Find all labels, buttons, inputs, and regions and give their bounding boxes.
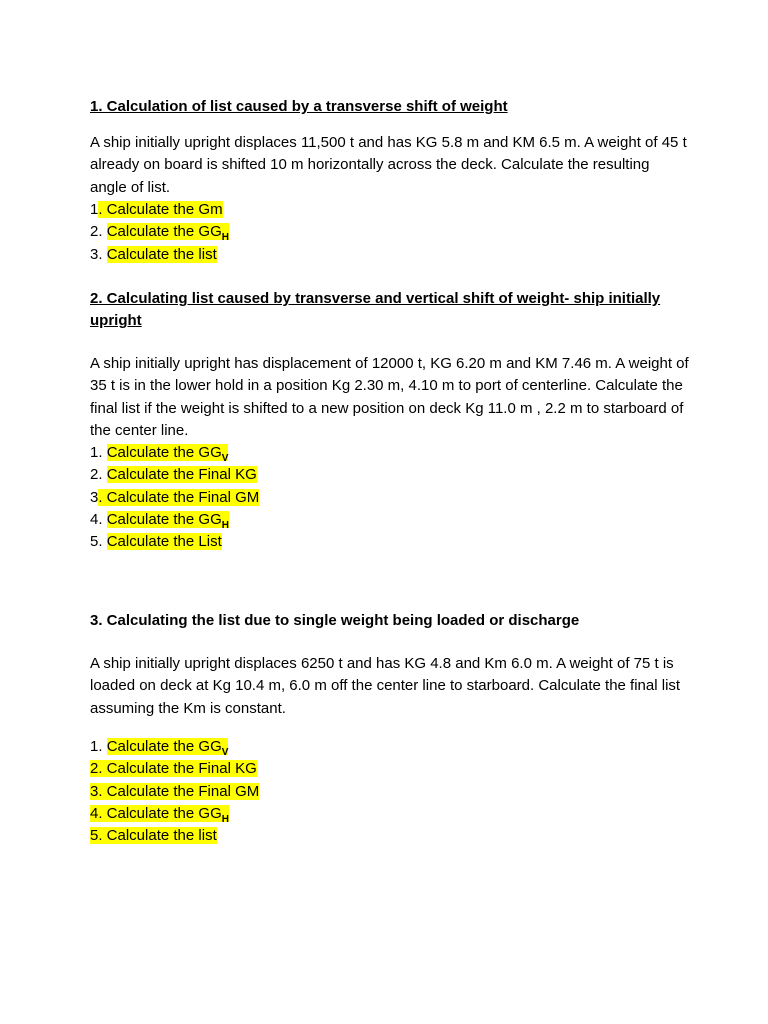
section-1-steps — [90, 199, 229, 266]
step-number: 3. — [90, 245, 107, 263]
section-3-heading: 3. Calculating the list due to single weight being loaded or discharge — [90, 612, 580, 629]
step-number: 2. — [90, 223, 107, 241]
section-1-heading: 1. Calculation of list caused by a transverse shift of weight — [90, 98, 508, 115]
step-text: Calculate the $GG_V$ — [106, 444, 229, 464]
step-number: 1. — [90, 444, 107, 461]
step-number: 5. — [90, 533, 107, 551]
step-item — [90, 199, 229, 221]
step-number: 1. — [90, 738, 107, 755]
step-number: 1 — [90, 201, 99, 218]
step-number: 3 — [90, 488, 99, 506]
step-item — [90, 825, 259, 847]
step-item — [90, 531, 259, 553]
step-text: Calculate the List — [106, 533, 222, 551]
step-text: Calculate the list — [106, 245, 217, 263]
step-item — [90, 803, 259, 825]
step-text: . Calculate the Final GM — [98, 488, 260, 506]
step-text: 5. Calculate the list — [90, 827, 217, 845]
step-item — [90, 464, 259, 486]
step-item — [90, 781, 259, 803]
section-2-heading: 2. Calculating list caused by transverse and vertical shift of weight- ship initially upright — [90, 290, 661, 329]
step-number: 2. — [90, 466, 107, 484]
step-text: Calculate the $GG_V$ — [106, 738, 229, 758]
step-text: 4. Calculate the $GG_H$ — [90, 804, 229, 825]
step-text: Calculate the $GG_H$ — [106, 223, 229, 244]
step-item — [90, 442, 259, 464]
step-text: Calculate the Final KG — [106, 466, 257, 484]
section-3-steps — [90, 736, 259, 847]
step-item — [90, 758, 259, 780]
step-text: 2. Calculate the Final KG — [90, 760, 257, 778]
step-item — [90, 509, 259, 531]
section-1-paragraph: A ship initially upright displaces 11,500 t and has KG 5.8 m and KM 6.5 m. A weight of 45 t already on board is shifted 10 m horizontally across the deck. Calculate the resulting angle of list. — [90, 134, 687, 196]
step-item — [90, 244, 229, 266]
section-3-paragraph: A ship initially upright displaces 6250 t and has KG 4.8 and Km 6.0 m. A weight of 75 t is loaded on deck at Kg 10.4 m, 6.0 m off the center line to starboard. Calculate the final list assuming the Km is constant. — [90, 655, 681, 717]
section-2-paragraph: A ship initially upright has displacement of 12000 t, KG 6.20 m and KM 7.46 m. A weight of 35 t is in the lower hold in a position Kg 2.30 m, 4.10 m to port of centerline. Calculate the final list if the weight is shifted to a new position on deck Kg 11.0 m , 2.2 m to starboard of the center line. — [90, 355, 689, 439]
step-item — [90, 736, 259, 758]
step-number: 4. — [90, 510, 107, 528]
step-item — [90, 221, 229, 243]
step-text: . Calculate the Gm — [98, 201, 223, 218]
step-text: 3. Calculate the Final GM — [90, 782, 260, 800]
section-2-steps — [90, 442, 259, 553]
step-item — [90, 487, 259, 509]
step-text: Calculate the $GG_H$ — [106, 510, 229, 531]
